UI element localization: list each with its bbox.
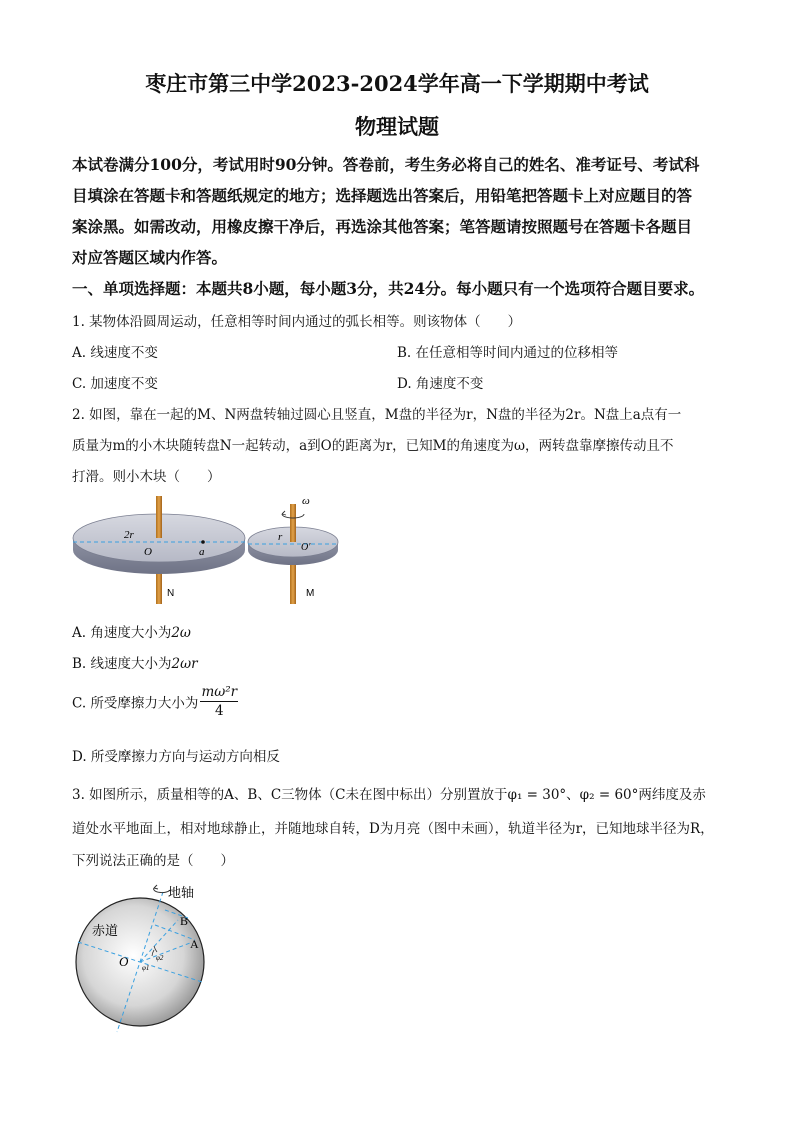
exam-subtitle: 物理试题 <box>355 114 439 139</box>
label-b: B <box>180 914 189 928</box>
q1-option-c: C. 加速度不变 <box>72 376 158 392</box>
disk-n <box>73 496 245 604</box>
q1-option-a: A. 线速度不变 <box>72 345 158 361</box>
q2-option-c: C. 所受摩擦力大小为 $\frac{\text{mω²r}}{4}$ <box>72 684 238 719</box>
point-a <box>201 540 205 544</box>
label-phi2: φ2 <box>156 954 164 962</box>
label-phi1: φ1 <box>142 964 150 972</box>
q1-option-b: B. 在任意相等时间内通过的位移相等 <box>397 345 619 361</box>
section-heading: 一、单项选择题：本题共8小题，每小题3分，共24分。每小题只有一个选项符合题目要求。 <box>72 279 705 298</box>
q2-stem-line-2: 质量为m的小木块随转盘N一起转动，a到O的距离为r，已知M的角速度为ω，两转盘靠摩擦传动且不 <box>72 438 674 454</box>
q2-stem-line-1: 2. 如图，靠在一起的M、N两盘转轴过圆心且竖直，M盘的半径为r，N盘的半径为2r。N盘上a点有一 <box>72 407 682 423</box>
q3-stem-line-2: 道处水平地面上，相对地球静止，并随地球自转，D为月亮（图中未画），轨道半径为r，已知地球半径为R， <box>72 821 714 837</box>
friction-fraction: $\frac{\text{mω²r}}{4}$ <box>201 684 238 719</box>
q2-stem-line-3: 打滑。则小木块（ ） <box>72 469 221 485</box>
q1-stem: 1. 某物体沿圆周运动，任意相等时间内通过的弧长相等。则该物体（ ） <box>72 314 522 330</box>
instructions-line-3: 案涂黑。如需改动，用橡皮擦干净后，再选涂其他答案；笔答题请按照题号在答题卡各题目 <box>72 217 693 236</box>
instructions-line-2: 目填涂在答题卡和答题纸规定的地方；选择题选出答案后，用铅笔把答题卡上对应题目的答 <box>72 186 693 205</box>
label-earth-axis: 地轴 <box>168 886 195 901</box>
earth-figure <box>70 880 220 1040</box>
label-2r: 2r <box>124 529 134 541</box>
q1-option-d: D. 角速度不变 <box>397 376 484 392</box>
label-omega: ω <box>302 495 310 507</box>
label-m: M <box>306 588 315 599</box>
label-equator: 赤道 <box>92 924 119 939</box>
label-a-point: A <box>190 937 199 951</box>
instructions-line-1: 本试卷满分100分，考试用时90分钟。答卷前，考生务必将自己的姓名、准考证号、考试科 <box>72 155 700 174</box>
label-o: O <box>144 546 152 558</box>
q2-option-d: D. 所受摩擦力方向与运动方向相反 <box>72 749 280 765</box>
label-r: r <box>278 531 283 543</box>
axle-n-upper <box>156 496 162 538</box>
q2-option-a: A. 角速度大小为2ω <box>72 625 191 641</box>
q3-stem-line-3: 下列说法正确的是（ ） <box>72 853 234 869</box>
q3-stem-line-1: 3. 如图所示，质量相等的A、B、C三物体（C未在图中标出）分别置放于φ₁ = 30°、φ₂ = 60°两纬度及赤 <box>72 787 706 803</box>
axle-m-upper <box>290 504 296 542</box>
disks-figure <box>70 492 360 607</box>
label-n: N <box>167 588 175 599</box>
exam-title: 枣庄市第三中学2023-2024学年高一下学期期中考试 <box>145 71 649 96</box>
label-a: a <box>199 546 205 558</box>
disk-m <box>248 504 338 604</box>
q2-option-b: B. 线速度大小为2ωr <box>72 656 198 672</box>
label-o-prime: O′ <box>301 542 311 553</box>
instructions-line-4: 对应答题区域内作答。 <box>72 248 228 267</box>
label-center-o: O <box>119 954 129 969</box>
